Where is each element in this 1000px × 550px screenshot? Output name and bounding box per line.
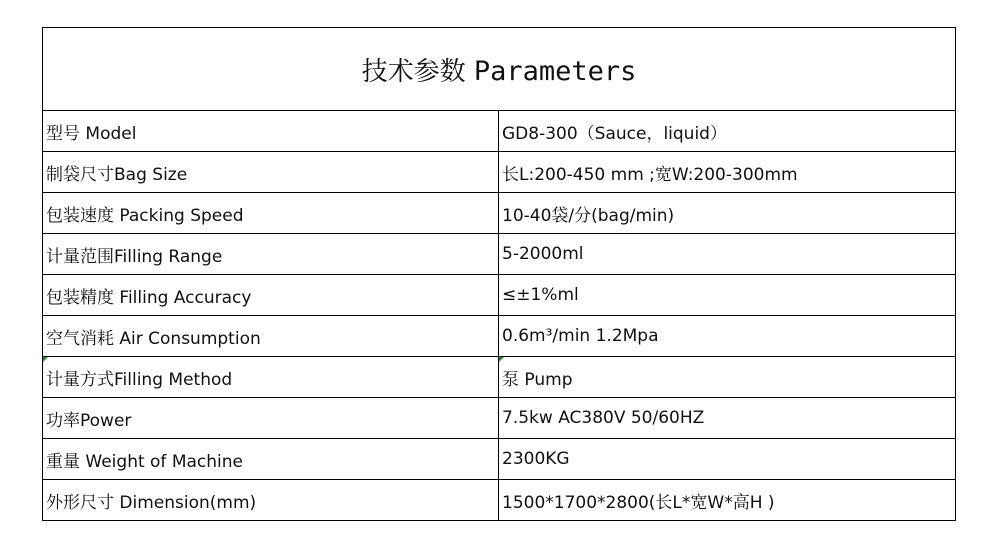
table-row bbox=[43, 316, 956, 357]
param-value: GD8-300（Sauce，liquid） bbox=[499, 111, 956, 152]
param-value: ≤±1%ml bbox=[499, 275, 956, 316]
table-row bbox=[43, 275, 956, 316]
table-row bbox=[43, 357, 956, 398]
table-row bbox=[43, 111, 956, 152]
param-value: 泵 Pump bbox=[499, 357, 956, 398]
table-row bbox=[43, 480, 956, 521]
param-value: 2300KG bbox=[499, 439, 956, 480]
title-row bbox=[43, 28, 956, 111]
param-value: 5-2000ml bbox=[499, 234, 956, 275]
param-label: 型号 Model bbox=[43, 111, 499, 152]
table-row bbox=[43, 439, 956, 480]
param-label: 功率Power bbox=[43, 398, 499, 439]
title-chinese: 技术参数 bbox=[361, 56, 466, 87]
param-label: 空气消耗 Air Consumption bbox=[43, 316, 499, 357]
table-title bbox=[43, 28, 956, 111]
param-label: 计量方式Filling Method bbox=[43, 357, 499, 398]
param-label: 重量 Weight of Machine bbox=[43, 439, 499, 480]
table-row bbox=[43, 193, 956, 234]
title-english: Parameters bbox=[473, 55, 637, 87]
param-label: 包装速度 Packing Speed bbox=[43, 193, 499, 234]
table-row bbox=[43, 152, 956, 193]
table-row bbox=[43, 234, 956, 275]
parameters-table bbox=[42, 27, 956, 521]
param-value: 10-40袋/分(bag/min) bbox=[499, 193, 956, 234]
param-label: 外形尺寸 Dimension(mm) bbox=[43, 480, 499, 521]
param-value: 0.6m³/min 1.2Mpa bbox=[499, 316, 956, 357]
param-value: 1500*1700*2800(长L*宽W*高H ) bbox=[499, 480, 956, 521]
table-row bbox=[43, 398, 956, 439]
param-label: 计量范围Filling Range bbox=[43, 234, 499, 275]
param-label: 包装精度 Filling Accuracy bbox=[43, 275, 499, 316]
param-value: 7.5kw AC380V 50/60HZ bbox=[499, 398, 956, 439]
param-label: 制袋尺寸Bag Size bbox=[43, 152, 499, 193]
param-value: 长L:200-450 mm ;宽W:200-300mm bbox=[499, 152, 956, 193]
